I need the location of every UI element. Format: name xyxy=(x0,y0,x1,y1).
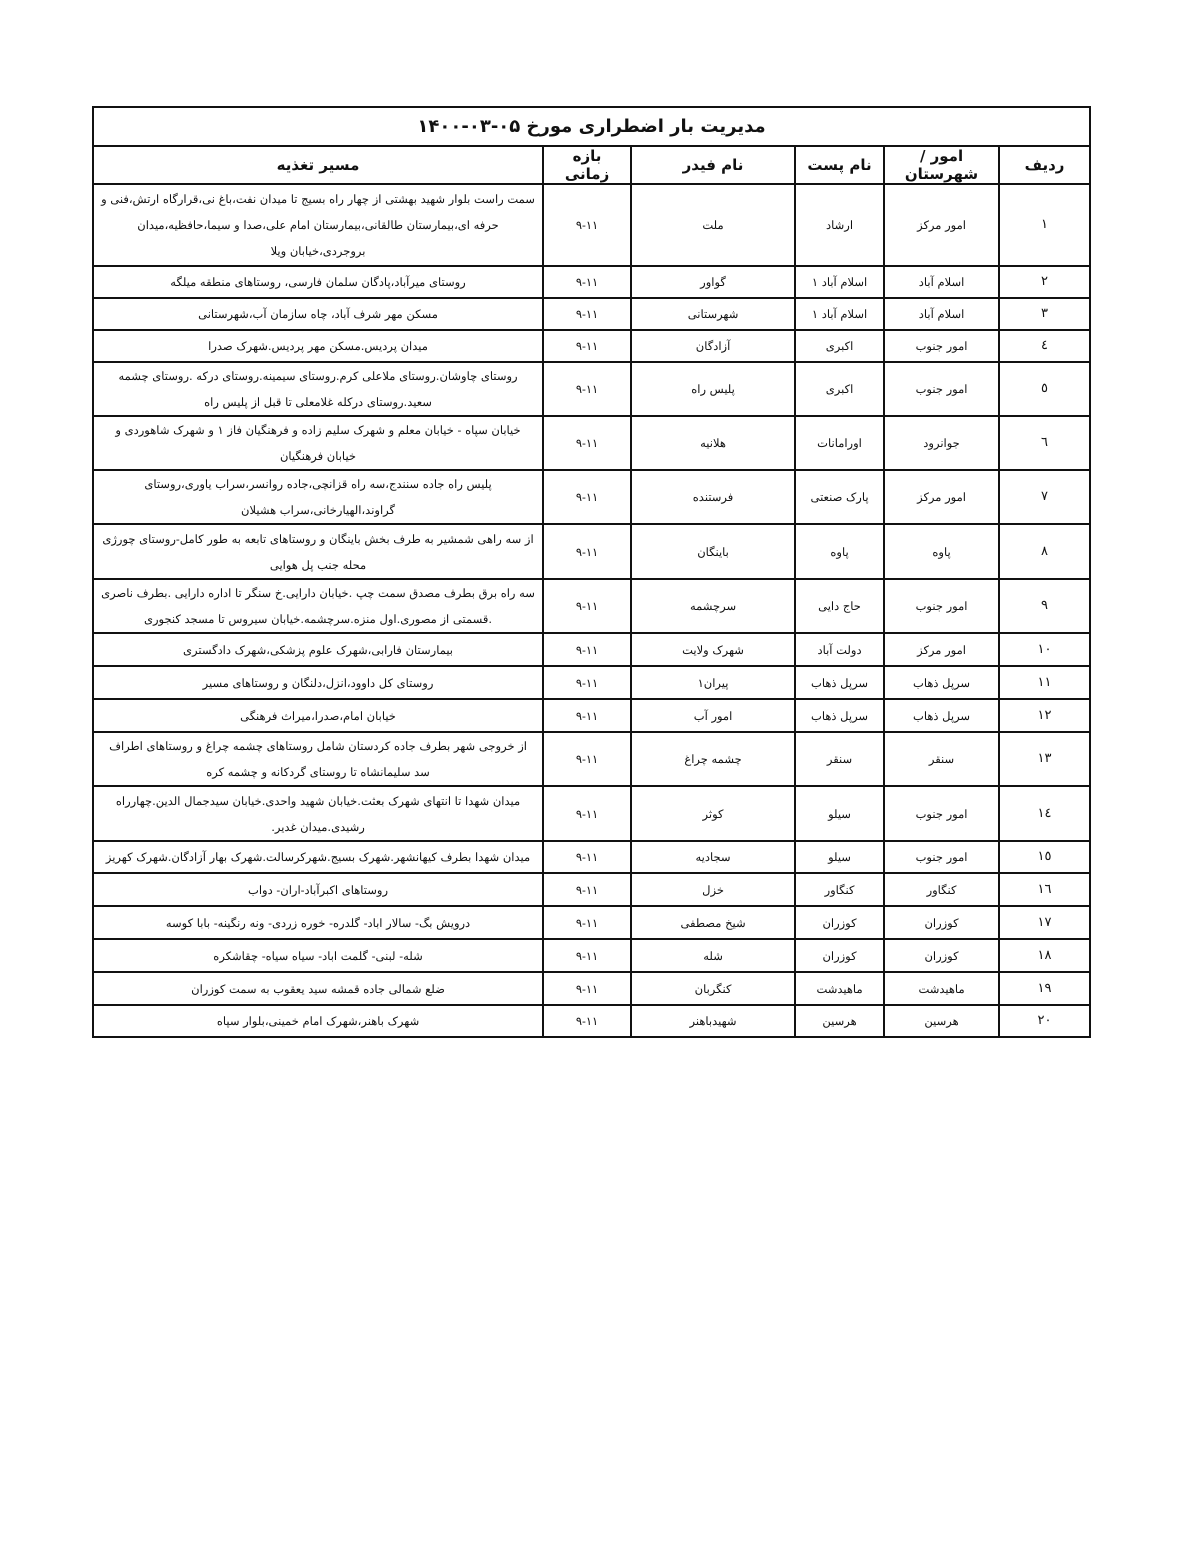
cell-post: دولت آباد xyxy=(795,633,884,666)
cell-route: از خروجی شهر بطرف جاده کردستان شامل روستاهای چشمه چراغ و روستاهای اطراف سد سلیمانشاه تا روستای گردکانه و چشمه کره xyxy=(93,732,543,786)
cell-feeder: شله xyxy=(631,939,795,972)
cell-row-no: ٥ xyxy=(999,362,1090,416)
cell-route: روستای میرآباد،پادگان سلمان فارسی، روستاهای منطقه میلگه xyxy=(93,266,543,298)
cell-district: سرپل ذهاب xyxy=(884,666,999,699)
cell-post: ماهیدشت xyxy=(795,972,884,1005)
cell-row-no: ۳ xyxy=(999,298,1090,330)
cell-post: سیلو xyxy=(795,841,884,873)
cell-row-no: ۱۲ xyxy=(999,699,1090,732)
cell-post: اکبری xyxy=(795,330,884,362)
cell-feeder: سجادیه xyxy=(631,841,795,873)
cell-time: ۹-۱۱ xyxy=(543,416,631,470)
cell-row-no: ۱٦ xyxy=(999,873,1090,906)
cell-post: اسلام آباد ۱ xyxy=(795,266,884,298)
cell-district: امور مرکز xyxy=(884,470,999,524)
cell-post: پارک صنعتی xyxy=(795,470,884,524)
cell-district: کنگاور xyxy=(884,873,999,906)
cell-district: هرسین xyxy=(884,1005,999,1037)
cell-post: حاج دایی xyxy=(795,579,884,633)
table-row xyxy=(93,1005,1090,1037)
cell-row-no: ٦ xyxy=(999,416,1090,470)
cell-row-no: ۱٤ xyxy=(999,786,1090,841)
cell-time: ۹-۱۱ xyxy=(543,470,631,524)
cell-row-no: ۲ xyxy=(999,266,1090,298)
cell-route: شله- لبنی- گلمت اباد- سیاه سیاه- چقاشکره xyxy=(93,939,543,972)
table-row xyxy=(93,362,1090,416)
cell-post: هرسین xyxy=(795,1005,884,1037)
cell-district: سنقر xyxy=(884,732,999,786)
cell-feeder: باینگان xyxy=(631,524,795,579)
title-row xyxy=(93,107,1090,146)
cell-district: ماهیدشت xyxy=(884,972,999,1005)
table-row xyxy=(93,786,1090,841)
cell-time: ۹-۱۱ xyxy=(543,1005,631,1037)
cell-district: سرپل ذهاب xyxy=(884,699,999,732)
table-row xyxy=(93,298,1090,330)
table-row xyxy=(93,732,1090,786)
cell-post: سنقر xyxy=(795,732,884,786)
cell-time: ۹-۱۱ xyxy=(543,873,631,906)
cell-district: امور مرکز xyxy=(884,633,999,666)
cell-time: ۹-۱۱ xyxy=(543,362,631,416)
cell-post: سیلو xyxy=(795,786,884,841)
table-row xyxy=(93,699,1090,732)
cell-post: کوزران xyxy=(795,906,884,939)
cell-district: کوزران xyxy=(884,939,999,972)
cell-district: امور جنوب xyxy=(884,841,999,873)
cell-route: روستای چاوشان.روستای ملاعلی کرم.روستای سیمینه.روستای درکه .روستای چشمه سعید.روستای درکله غلامعلی تا قبل از پلیس راه xyxy=(93,362,543,416)
emergency-load-table xyxy=(92,106,1091,1038)
cell-feeder: شهرک ولایت xyxy=(631,633,795,666)
cell-feeder: پلیس راه xyxy=(631,362,795,416)
cell-feeder: پیران۱ xyxy=(631,666,795,699)
cell-post: سرپل ذهاب xyxy=(795,666,884,699)
cell-time: ۹-۱۱ xyxy=(543,906,631,939)
cell-feeder: امور آب xyxy=(631,699,795,732)
cell-time: ۹-۱۱ xyxy=(543,939,631,972)
cell-district: امور جنوب xyxy=(884,362,999,416)
header-post: نام پست xyxy=(795,146,884,184)
cell-time: ۹-۱۱ xyxy=(543,266,631,298)
cell-row-no: ۱۷ xyxy=(999,906,1090,939)
cell-time: ۹-۱۱ xyxy=(543,841,631,873)
cell-row-no: ۲۰ xyxy=(999,1005,1090,1037)
cell-feeder: کوثر xyxy=(631,786,795,841)
cell-route: روستاهای اکبرآباد-اران- دواب xyxy=(93,873,543,906)
table-row xyxy=(93,524,1090,579)
cell-route: خیابان سپاه - خیابان معلم و شهرک سلیم زاده و فرهنگیان فاز ۱ و شهرک شاهوردی و خیابان فرهنگیان xyxy=(93,416,543,470)
cell-feeder: شهیدباهنر xyxy=(631,1005,795,1037)
table-row xyxy=(93,666,1090,699)
header-district: امور / شهرستان xyxy=(884,146,999,184)
cell-time: ۹-۱۱ xyxy=(543,524,631,579)
table-row xyxy=(93,972,1090,1005)
cell-district: پاوه xyxy=(884,524,999,579)
cell-route: پلیس راه جاده سنندج،سه راه قزانچی،جاده روانسر،سراب یاوری،روستای گراوند،الهیارخانی،سراب هشیلان xyxy=(93,470,543,524)
cell-post: اسلام آباد ۱ xyxy=(795,298,884,330)
cell-row-no: ۱۸ xyxy=(999,939,1090,972)
emergency-load-document xyxy=(92,106,1089,1038)
cell-post: سرپل ذهاب xyxy=(795,699,884,732)
table-row xyxy=(93,266,1090,298)
table-row xyxy=(93,906,1090,939)
cell-time: ۹-۱۱ xyxy=(543,666,631,699)
cell-route: شهرک باهنر،شهرک امام خمینی،بلوار سپاه xyxy=(93,1005,543,1037)
cell-time: ۹-۱۱ xyxy=(543,184,631,266)
document-title: مدیریت بار اضطراری مورخ ۰۵-۰۳-۱۴۰۰ xyxy=(93,107,1090,146)
cell-route: سه راه برق بطرف مصدق سمت چپ .خیابان دارایی.خ سنگر تا اداره دارایی .بطرف ناصری .قسمتی از مصوری.اول منزه.سرچشمه.خیابان سیروس تا مسجد کنجوری xyxy=(93,579,543,633)
header-time: بازه زمانی xyxy=(543,146,631,184)
table-row xyxy=(93,470,1090,524)
table-row xyxy=(93,184,1090,266)
cell-district: امور مرکز xyxy=(884,184,999,266)
cell-feeder: شهرستانی xyxy=(631,298,795,330)
table-row xyxy=(93,841,1090,873)
cell-route: میدان پردیس.مسکن مهر پردیس.شهرک صدرا xyxy=(93,330,543,362)
cell-route: خیابان امام،صدرا،میراث فرهنگی xyxy=(93,699,543,732)
cell-time: ۹-۱۱ xyxy=(543,633,631,666)
cell-row-no: ۱۱ xyxy=(999,666,1090,699)
table-row xyxy=(93,416,1090,470)
cell-row-no: ۱ xyxy=(999,184,1090,266)
cell-feeder: سرچشمه xyxy=(631,579,795,633)
cell-time: ۹-۱۱ xyxy=(543,579,631,633)
cell-feeder: خزل xyxy=(631,873,795,906)
cell-district: امور جنوب xyxy=(884,579,999,633)
cell-time: ۹-۱۱ xyxy=(543,330,631,362)
cell-post: کنگاور xyxy=(795,873,884,906)
cell-row-no: ۹ xyxy=(999,579,1090,633)
cell-district: امور جنوب xyxy=(884,786,999,841)
cell-route: سمت راست بلوار شهید بهشتی از چهار راه بسیج تا میدان نفت،باغ نی،قرارگاه ارتش،فنی و حرفه ای،بیمارستان طالقانی،بیمارستان امام علی،صدا و سیما،حافظیه،میدان بروجردی،خیابان ویلا xyxy=(93,184,543,266)
cell-route: میدان شهدا بطرف کیهانشهر.شهرک بسیج.شهرکرسالت.شهرک بهار آزادگان.شهرک کهریز xyxy=(93,841,543,873)
cell-row-no: ٤ xyxy=(999,330,1090,362)
cell-time: ۹-۱۱ xyxy=(543,732,631,786)
table-row xyxy=(93,873,1090,906)
table-row xyxy=(93,330,1090,362)
cell-feeder: کنگربان xyxy=(631,972,795,1005)
cell-route: روستای کل داوود،انزل،دلنگان و روستاهای مسیر xyxy=(93,666,543,699)
cell-feeder: چشمه چراغ xyxy=(631,732,795,786)
cell-feeder: شیخ مصطفی xyxy=(631,906,795,939)
cell-feeder: فرستنده xyxy=(631,470,795,524)
cell-post: اورامانات xyxy=(795,416,884,470)
cell-district: امور جنوب xyxy=(884,330,999,362)
cell-feeder: هلانیه xyxy=(631,416,795,470)
header-row xyxy=(93,146,1090,184)
cell-district: جوانرود xyxy=(884,416,999,470)
header-route: مسیر تغذیه xyxy=(93,146,543,184)
cell-district: اسلام آباد xyxy=(884,266,999,298)
cell-route: از سه راهی شمشیر به طرف بخش باینگان و روستاهای تابعه به طور کامل-روستای چورژی محله جنب پل هوایی xyxy=(93,524,543,579)
cell-row-no: ۱۳ xyxy=(999,732,1090,786)
cell-post: اکبری xyxy=(795,362,884,416)
cell-time: ۹-۱۱ xyxy=(543,699,631,732)
cell-row-no: ۱٥ xyxy=(999,841,1090,873)
cell-time: ۹-۱۱ xyxy=(543,298,631,330)
table-row xyxy=(93,579,1090,633)
cell-feeder: ملت xyxy=(631,184,795,266)
cell-post: پاوه xyxy=(795,524,884,579)
cell-time: ۹-۱۱ xyxy=(543,972,631,1005)
cell-row-no: ۸ xyxy=(999,524,1090,579)
cell-row-no: ۱۰ xyxy=(999,633,1090,666)
cell-time: ۹-۱۱ xyxy=(543,786,631,841)
cell-route: میدان شهدا تا انتهای شهرک بعثت.خیابان شهید واحدی.خیابان سیدجمال الدین.چهارراه رشیدی.میدان غدیر. xyxy=(93,786,543,841)
cell-post: کوزران xyxy=(795,939,884,972)
cell-route: ضلع شمالی جاده قمشه سید یعقوب به سمت کوزران xyxy=(93,972,543,1005)
cell-route: بیمارستان فارابی،شهرک علوم پزشکی،شهرک دادگستری xyxy=(93,633,543,666)
table-row xyxy=(93,633,1090,666)
cell-route: درویش بگ- سالار اباد- گلدره- خوره زردی- ونه رنگینه- بابا کوسه xyxy=(93,906,543,939)
header-feeder: نام فیدر xyxy=(631,146,795,184)
header-row-no: ردیف xyxy=(999,146,1090,184)
cell-feeder: آزادگان xyxy=(631,330,795,362)
cell-district: اسلام آباد xyxy=(884,298,999,330)
cell-post: ارشاد xyxy=(795,184,884,266)
cell-row-no: ۷ xyxy=(999,470,1090,524)
cell-route: مسکن مهر شرف آباد، چاه سازمان آب،شهرستانی xyxy=(93,298,543,330)
cell-district: کوزران xyxy=(884,906,999,939)
cell-feeder: گواور xyxy=(631,266,795,298)
cell-row-no: ۱۹ xyxy=(999,972,1090,1005)
table-row xyxy=(93,939,1090,972)
